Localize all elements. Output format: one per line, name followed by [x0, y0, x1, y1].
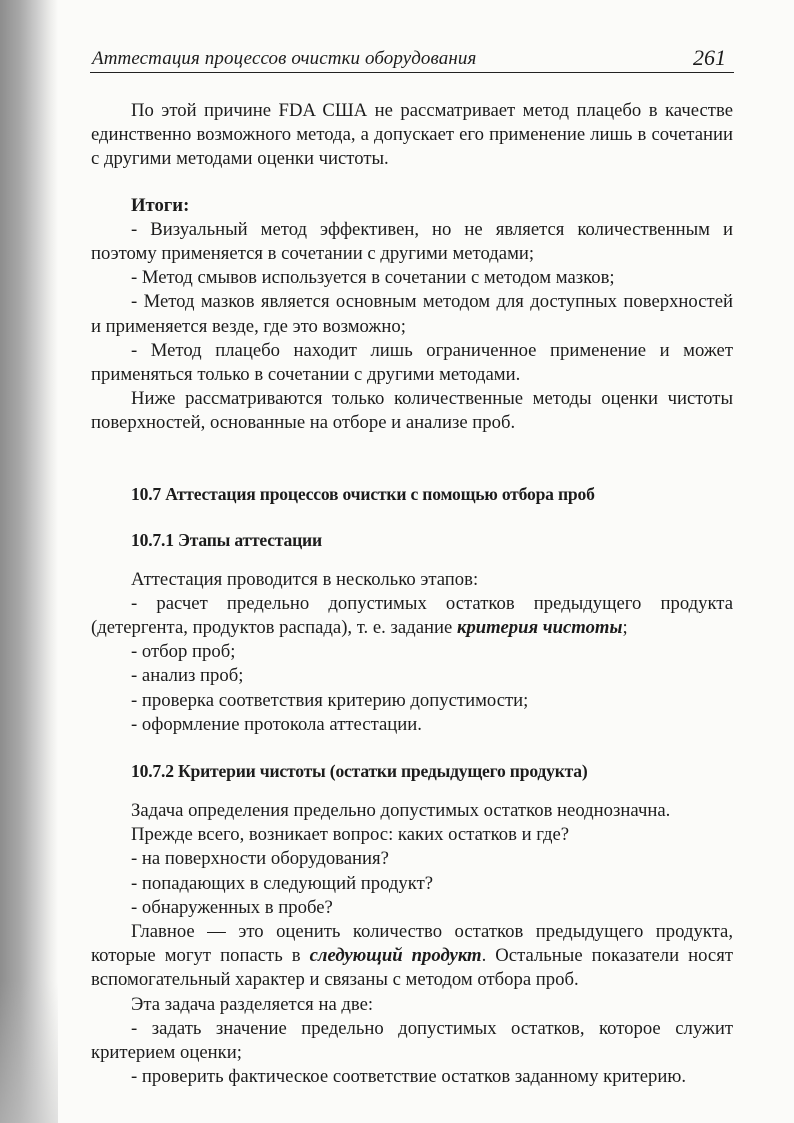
- main-text-end: . Остальные показатели носят вспомогательный характер и связаны с методом отбора проб.: [91, 945, 733, 991]
- page-gutter-shade: [0, 980, 58, 1123]
- summary-title: Итоги:: [131, 194, 190, 216]
- section-heading-10-7: 10.7 Аттестация процессов очистки с помощью отбора проб: [131, 483, 595, 504]
- question-item: - обнаруженных в пробе?: [131, 896, 333, 918]
- stage-item: [91, 592, 733, 640]
- stages-intro: Аттестация проводится в несколько этапов:: [131, 568, 479, 590]
- page-number: 261: [693, 45, 726, 70]
- page-body: [91, 99, 733, 1090]
- paragraph-quantitative-methods: Ниже рассматриваются только количественные методы оценки чистоты поверхностей, основанные на отборе и анализе проб.: [91, 388, 733, 434]
- paragraph-main: [91, 920, 733, 993]
- split-item: - проверить фактическое соответствие остатков заданному критерию.: [131, 1066, 686, 1088]
- stage-text-end: ;: [622, 617, 628, 639]
- stage-item: - проверка соответствия критерию допустимости;: [131, 689, 529, 711]
- emphasis-next-product: следующий продукт: [309, 945, 482, 967]
- question-item: - на поверхности оборудования?: [131, 848, 389, 870]
- summary-item: - Метод плацебо находит лишь ограниченное применение и может применяться только в сочетании с другими методами.: [91, 339, 733, 386]
- task-line: Прежде всего, возникает вопрос: каких остатков и где?: [131, 824, 570, 846]
- stage-item: - анализ проб;: [131, 665, 244, 687]
- section-heading-10-7-1: 10.7.1 Этапы аттестации: [131, 529, 322, 550]
- question-item: - попадающих в следующий продукт?: [131, 872, 434, 894]
- summary-item: - Метод смывов используется в сочетании с методом мазков;: [131, 267, 615, 289]
- stage-text: - расчет предельно допустимых остатков предыдущего продукта (детергента, продуктов распада), т. е. задание: [91, 592, 733, 639]
- task-line: Задача определения предельно допустимых остатков неоднозначна.: [131, 800, 671, 822]
- summary-item: - Метод мазков является основным методом для доступных поверхностей и применяется везде, где это возможно;: [91, 291, 733, 337]
- running-header: [90, 44, 734, 73]
- main-text: Главное — это оценить количество остатков предыдущего продукта, которые могут попасть в: [91, 921, 733, 967]
- summary-item: - Визуальный метод эффективен, но не является количественным и поэтому применяется в сочетании с другими методами;: [91, 218, 733, 265]
- split-intro: Эта задача разделяется на две:: [131, 993, 374, 1015]
- running-title: Аттестация процессов очистки оборудования: [92, 48, 477, 69]
- page-gutter-shadow: [0, 0, 58, 1123]
- section-heading-10-7-2: 10.7.2 Критерии чистоты (остатки предыдущего продукта): [131, 761, 588, 782]
- split-item: - задать значение предельно допустимых остатков, которое служит критерием оценки;: [91, 1017, 733, 1064]
- paragraph-placebo: По этой причине FDA США не рассматривает метод плацебо в качестве единственно возможного метода, а допускает его применение лишь в сочетании с другими методами оценки чистоты.: [91, 100, 733, 170]
- stage-item: - отбор проб;: [131, 641, 236, 663]
- emphasis-cleanliness-criterion: критерия чистоты: [456, 617, 623, 639]
- stage-item: - оформление протокола аттестации.: [131, 713, 422, 735]
